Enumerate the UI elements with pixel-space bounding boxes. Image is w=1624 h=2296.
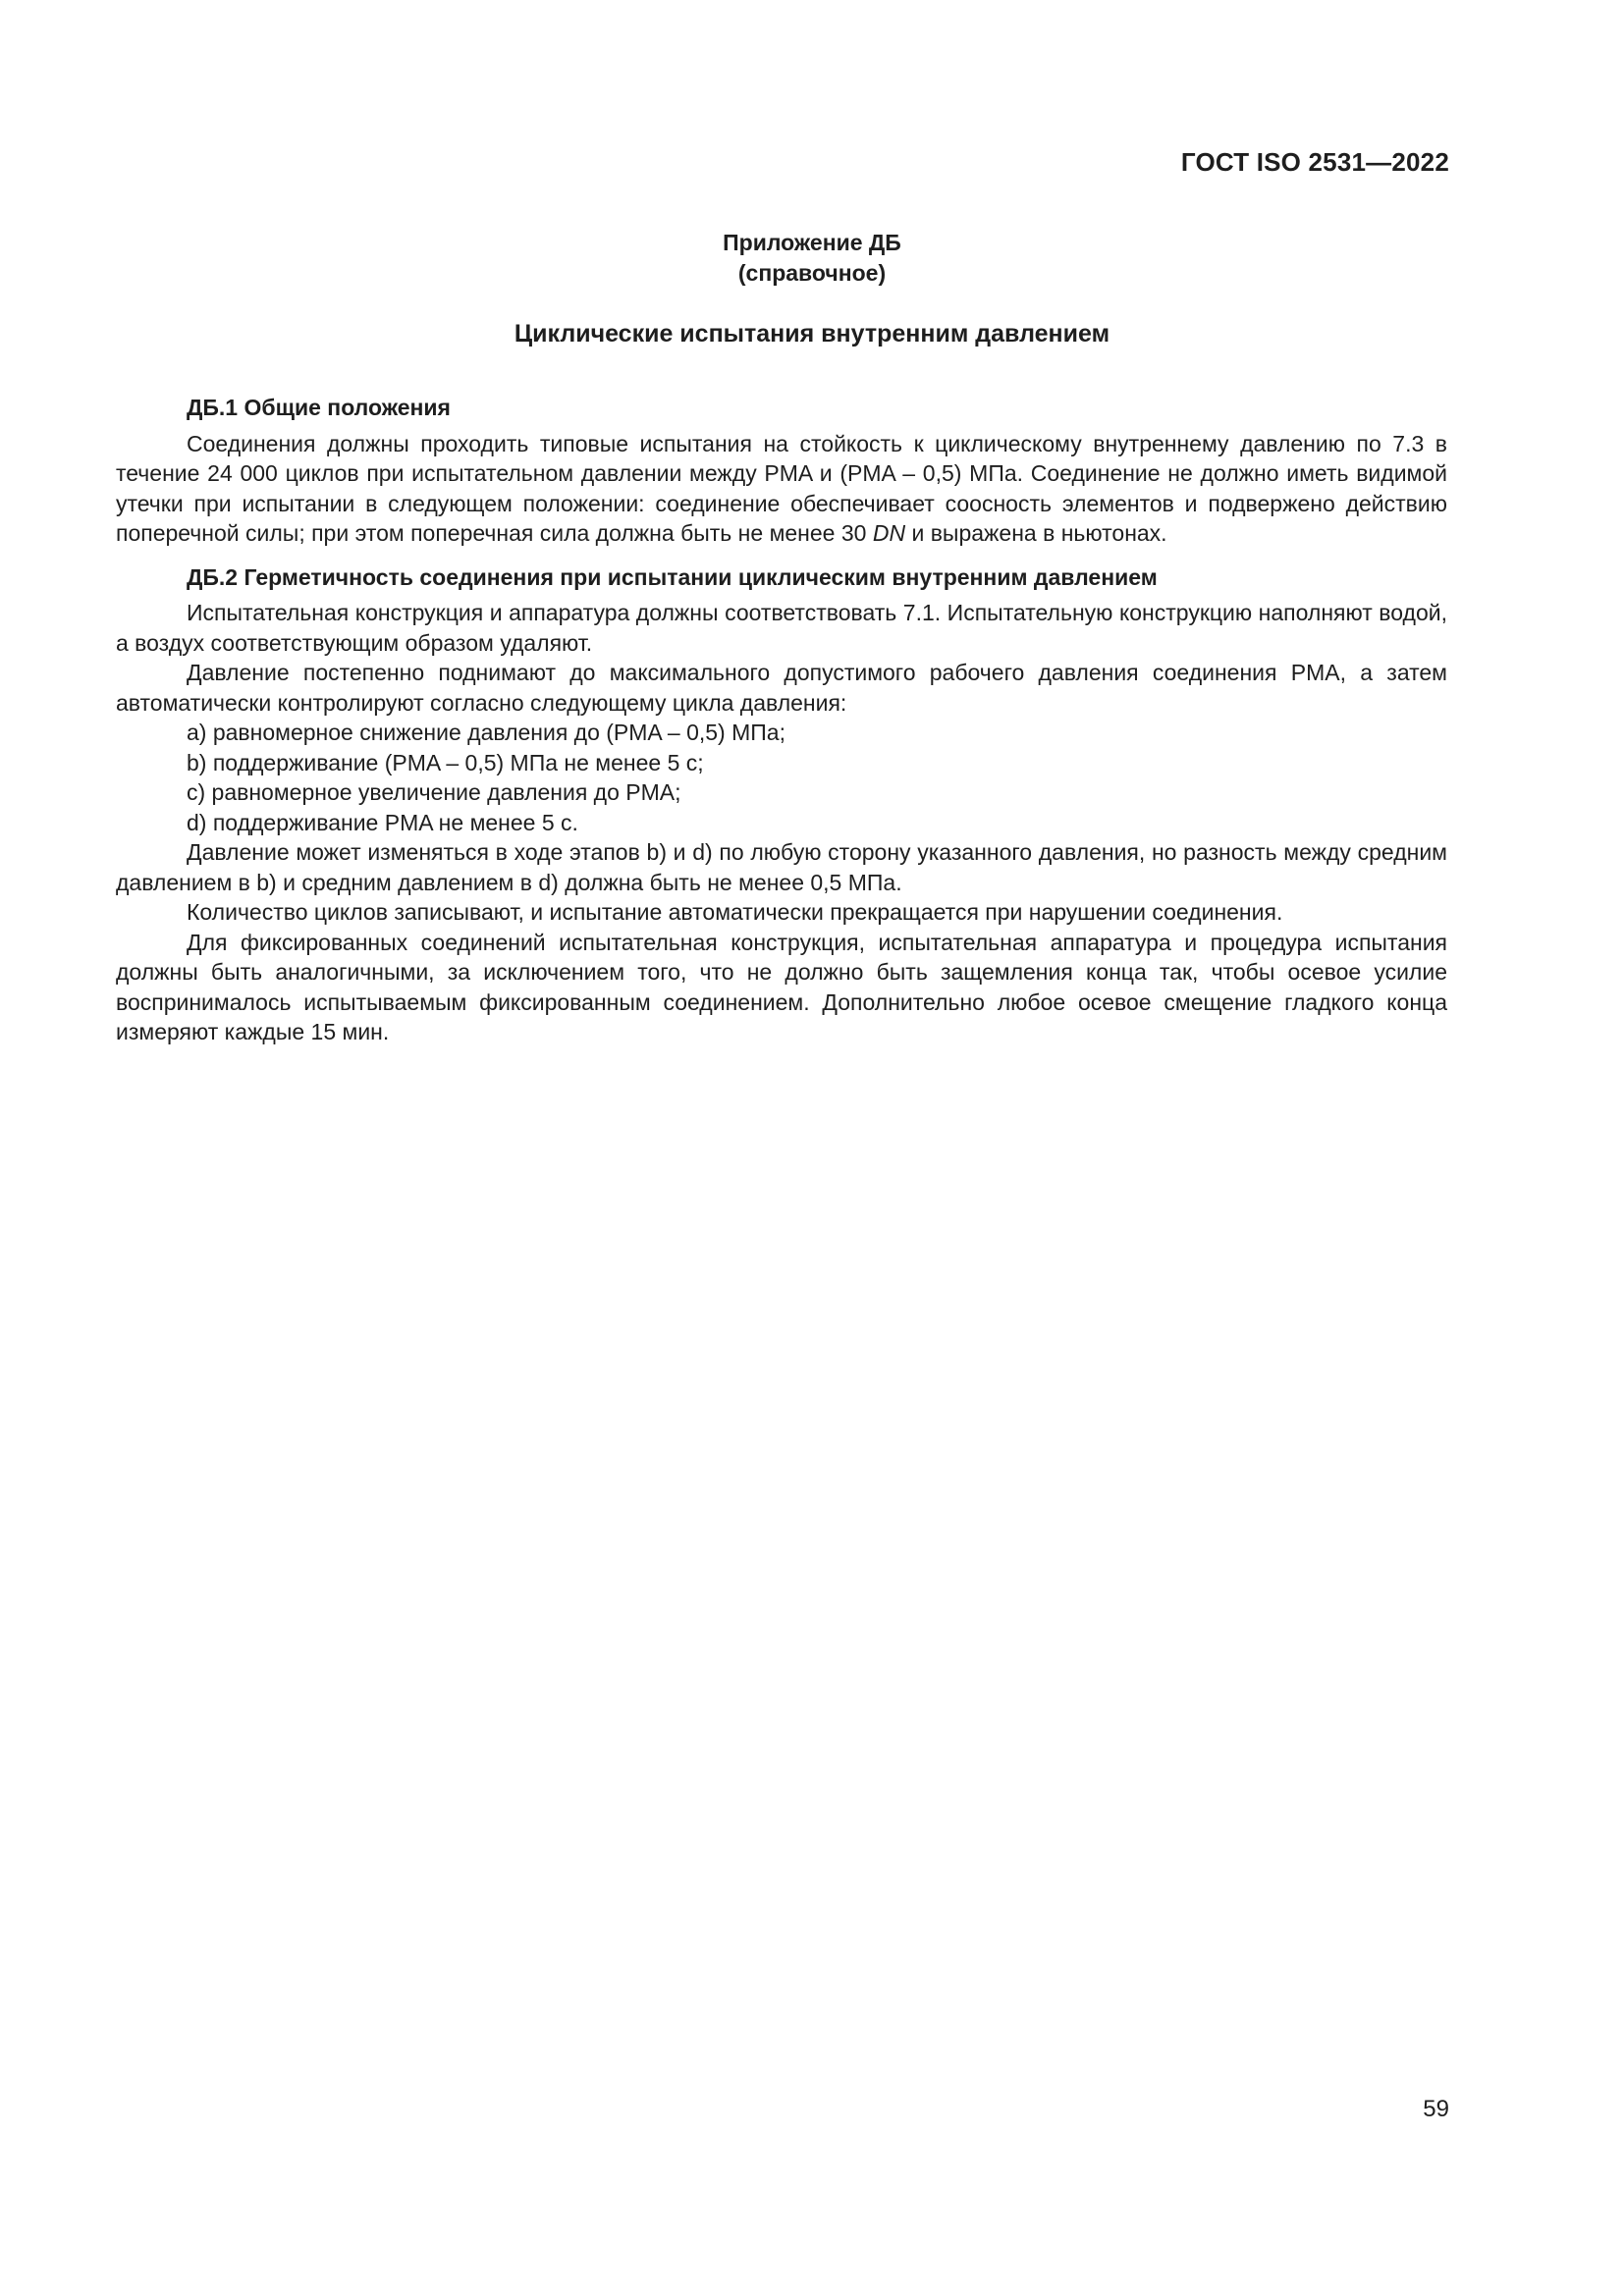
standard-designation: ГОСТ ISO 2531—2022 xyxy=(1180,147,1449,177)
paragraph-italic-term: DN xyxy=(872,520,906,546)
section-heading-db2: ДБ.2 Герметичность соединения при испытании циклическим внутренним давлением xyxy=(187,563,1158,590)
paragraph: Давление постепенно поднимают до максимального допустимого рабочего давления соединения PMA, а затем автоматически контролируют согласно следующему цикла давления: xyxy=(116,660,1447,716)
list-item: b) поддерживание (PMA – 0,5) МПа не менее 5 с; xyxy=(187,749,704,775)
section-heading-db1: ДБ.1 Общие положения xyxy=(187,395,451,420)
page-number: 59 xyxy=(1423,2096,1449,2122)
paragraph: Для фиксированных соединений испытательная конструкция, испытательная аппаратура и процедура испытания должны быть аналогичными, за исключением того, что не должно быть защемления конца так, чтобы осевое усилие воспринималось испытываемым фиксированным соединением. Дополнительно любое осевое смещение гладкого конца измеряют каждые 15 мин. xyxy=(116,929,1447,1044)
paragraph xyxy=(116,429,1447,549)
document-body xyxy=(116,393,1447,1047)
list-item: a) равномерное снижение давления до (PMA – 0,5) МПа; xyxy=(187,720,785,745)
paragraph: Испытательная конструкция и аппаратура должны соответствовать 7.1. Испытательную конструкцию наполняют водой, а воздух соответствующим образом удаляют. xyxy=(116,600,1447,656)
paragraph: Количество циклов записывают, и испытание автоматически прекращается при нарушении соединения. xyxy=(187,899,1283,925)
list-item: d) поддерживание PMA не менее 5 с. xyxy=(187,809,578,835)
annex-title: Циклические испытания внутренним давлением xyxy=(514,320,1110,347)
list-item: c) равномерное увеличение давления до PMA; xyxy=(187,779,681,805)
annex-status: (справочное) xyxy=(737,260,887,286)
paragraph-text: и выражена в ньютонах. xyxy=(905,520,1167,546)
paragraph-text: Соединения должны проходить типовые испытания на стойкость к циклическому внутреннему давлению по 7.3 в течение 24 000 циклов при испытательном давлении между PMA и (PMA – 0,5) МПа. Соединение не должно иметь видимой утечки при испытании в следующем положении: соединение обеспечивает соосность элементов и подвержено действию поперечной силы; при этом поперечная сила должна быть не менее 30 xyxy=(116,430,1447,546)
paragraph: Давление может изменяться в ходе этапов b) и d) по любую сторону указанного давления, но разность между средним давлением в b) и средним давлением в d) должна быть не менее 0,5 МПа. xyxy=(116,839,1447,895)
annex-label-block xyxy=(0,228,1624,289)
annex-label: Приложение ДБ xyxy=(723,230,901,255)
